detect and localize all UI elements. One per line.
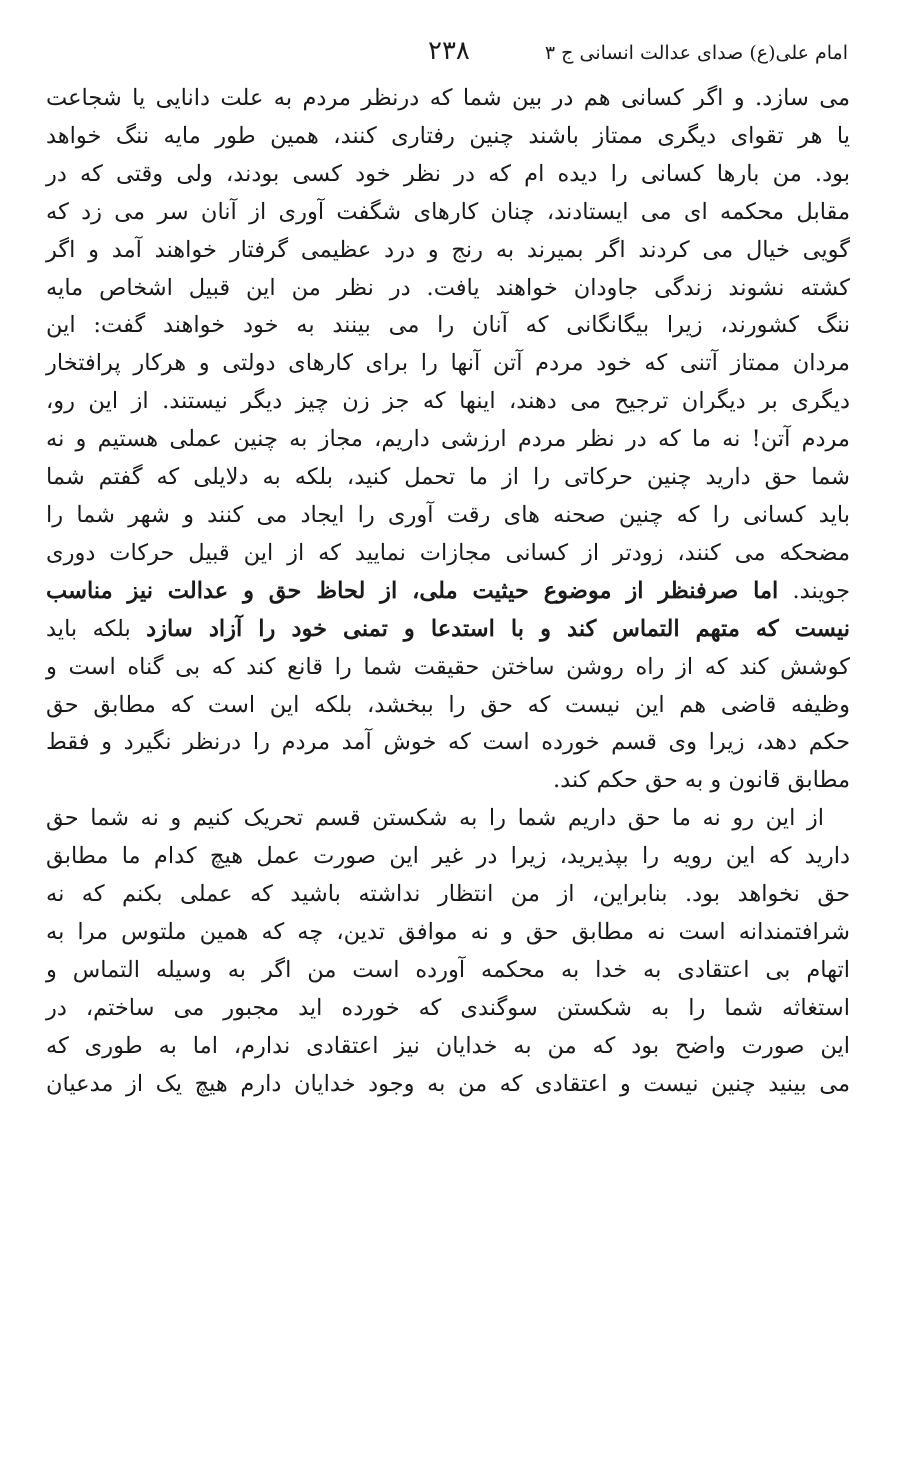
bold-text: نیست که متهم التماس کند و با استدعا و تمنی خود را آزاد سازد — [146, 615, 850, 642]
text-line: حکم دهد، زیرا وی قسم خورده است که خوش آمد مردم را درنظر نگیرد و فقط — [46, 729, 850, 756]
text-line: گویی خیال می کردند اگر بمیرند به رنج و درد عظیمی گرفتار خواهند آمد و اگر — [46, 236, 850, 263]
paragraph-2 — [46, 800, 850, 1103]
text-line: یا هر تقوای دیگری ممتاز باشند چنین رفتاری کنند، همین طور مایه ننگ خواهد — [46, 122, 850, 149]
text-line: کوشش کند که از راه روشن ساختن حقیقت شما را قانع کند که بی گناه است و — [46, 653, 850, 680]
text-line: مردم آتن! نه ما که در نظر مردم ارزشی داریم، مجاز به چنین عملی هستیم و نه — [46, 426, 850, 453]
text-line: مردان ممتاز آتنی که خود مردم آتن آنها را برای کارهای دولتی و هرکار پرافتخار — [46, 350, 850, 377]
text-line: دیگری بر دیگران ترجیح می دهند، اینها که جز زن چیز دیگر نیستند. از این رو، — [46, 388, 850, 415]
plain-text: جویند. — [778, 577, 851, 604]
page-number: ۲۳۸ — [428, 36, 470, 66]
plain-text: بلکه باید — [46, 615, 147, 642]
running-header — [48, 36, 848, 76]
text-line: مضحکه می کنند، زودتر از کسانی مجازات نمایید که از این قبیل حرکات دوری — [46, 539, 850, 566]
text-line: مقابل محکمه ای می ایستادند، چنان کارهای شگفت آوری از آنان سر می زد که — [46, 198, 850, 225]
text-line: شرافتمندانه است نه مطابق حق و نه موافق تدین، چه که همین ملتوس مرا به — [46, 918, 850, 945]
text-line: مطابق قانون و به حق حکم کند. — [553, 767, 850, 794]
text-line: شما حق دارید چنین حرکاتی را از ما تحمل کنید، بلکه به دلایلی که گفتم شما — [46, 464, 850, 491]
running-title: امام علی(ع) صدای عدالت انسانی ج ۳ — [544, 42, 848, 64]
text-line: اتهام بی اعتقادی به خدا به محکمه آورده است من اگر به وسیله التماس و — [46, 956, 850, 983]
text-line: ننگ کشورند، زیرا بیگانگانی که آنان را می بینند به خود خواهند گفت: این — [46, 312, 850, 339]
text-line: حق نخواهد بود. بنابراین، از من انتظار نداشته باشید که عملی بکنم که نه — [46, 881, 850, 908]
text-line: می سازد. و اگر کسانی هم در بین شما که درنظر مردم به علت دانایی یا شجاعت — [46, 85, 850, 111]
text-line-mixed — [46, 611, 850, 649]
text-line: استغاثه شما را به شکستن سوگندی که خورده اید مجبور می ساختم، در — [46, 994, 850, 1021]
text-line-mixed — [46, 573, 850, 611]
text-line: باید کسانی را که چنین صحنه های رقت آوری را ایجاد می کنند و شهر شما را — [46, 501, 850, 528]
text-line: این صورت واضح بود که من به خدایان نیز اعتقادی ندارم، اما به طوری که — [46, 1032, 850, 1059]
text-line: کشته نشوند زندگی جاودان خواهند یافت. در نظر من این قبیل اشخاص مایه — [46, 274, 850, 301]
text-line: بود. من بارها کسانی را دیده ام که در نظر خود کسی بودند، ولی وقتی که در — [46, 160, 850, 187]
body-text — [46, 80, 850, 1103]
bold-text: اما صرفنظر از موضوع حیثیت ملی، از لحاظ حق و عدالت نیز مناسب — [46, 577, 779, 604]
text-line: دارید که این رویه را بپذیرید، زیرا در غیر این صورت عمل هیچ کدام ما مطابق — [46, 843, 850, 870]
text-line: می بینید چنین نیست و اعتقادی که من به وجود خدایان دارم هیچ یک از مدعیان — [46, 1070, 850, 1097]
paragraph-1 — [46, 80, 850, 800]
text-line: از این رو نه ما حق داریم شما را به شکستن قسم تحریک کنیم و نه شما حق — [46, 805, 824, 832]
text-line: وظیفه قاضی هم این نیست که حق را ببخشد، بلکه این است که مطابق حق — [46, 691, 850, 718]
